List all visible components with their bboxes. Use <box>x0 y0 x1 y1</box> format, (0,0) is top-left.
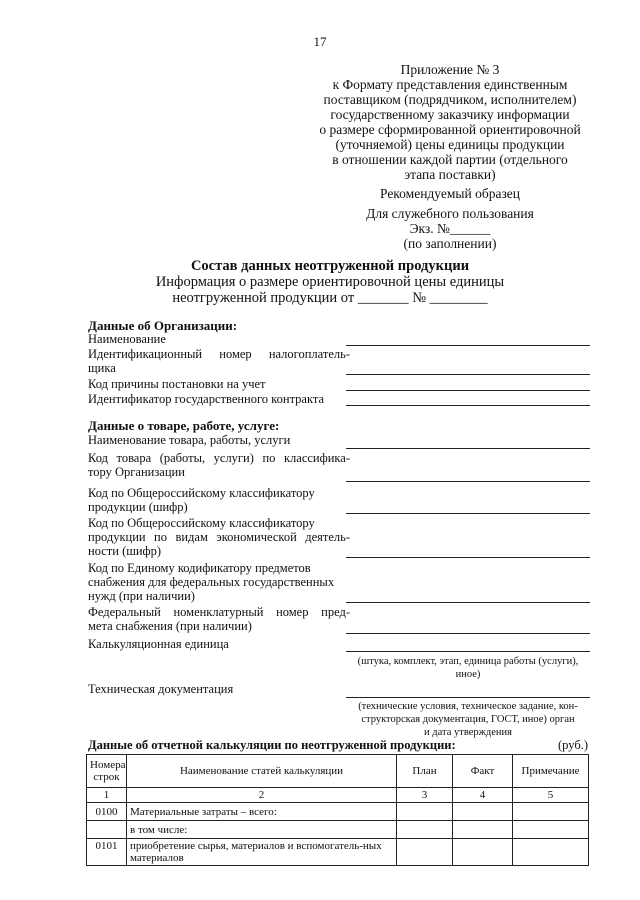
calc-unit-label: Калькуляционная единица <box>88 637 229 651</box>
col-number: 2 <box>127 788 397 803</box>
note-cell[interactable] <box>513 839 589 866</box>
col-header-plan: План <box>397 755 453 788</box>
page-number: 17 <box>313 34 327 49</box>
row-number <box>87 821 127 839</box>
okp-label-cont: продукции (шифр) <box>88 500 188 514</box>
title-bold: Состав данных неотгруженной продукции <box>190 258 470 274</box>
ekps-label: Код по Единому кодификатору предметов <box>88 561 311 575</box>
title-line: неотгруженной продукции от _______ № ________ <box>172 290 488 306</box>
okved-label-end: ности (шифр) <box>88 544 162 558</box>
contract-id-label: Идентификатор государственного контракта <box>88 392 325 406</box>
fnn-label-cont: мета снабжения (при наличии) <box>88 619 252 633</box>
fnn-field[interactable] <box>346 633 590 634</box>
okved-field[interactable] <box>346 557 590 558</box>
appendix-line: о размере сформированной ориентировочной <box>319 122 581 137</box>
fact-cell[interactable] <box>453 821 513 839</box>
calc-unit-hint <box>346 655 590 681</box>
okp-label: Код по Общероссийскому классификатору <box>88 486 315 500</box>
calc-heading-text: Данные об отчетной калькуляции по неотгруженной продукции: <box>88 738 456 752</box>
col-number: 4 <box>453 788 513 803</box>
appendix-line: к Формату представления единственным <box>332 77 568 92</box>
hint-line: (штука, комплект, этап, единица работы (услуги), <box>357 656 579 667</box>
hint-line: структорская документация, ГОСТ, иное) орган <box>361 714 575 725</box>
table-row <box>87 839 589 866</box>
header-text: Номера <box>90 759 126 771</box>
ekps-field[interactable] <box>346 602 590 603</box>
currency-unit: (руб.) <box>558 738 588 752</box>
official-use-block <box>300 206 600 251</box>
row-name: приобретение сырья, материалов и вспомогатель-ных материалов <box>127 839 397 866</box>
official-use-label: Для служебного пользования <box>366 206 534 221</box>
row-number: 0100 <box>87 803 127 821</box>
col-header-fact: Факт <box>453 755 513 788</box>
column-number-row <box>87 788 589 803</box>
calc-unit-field[interactable] <box>346 651 590 652</box>
fnn-label: Федеральный номенклатурный номер пред- <box>88 605 350 619</box>
table-header-row <box>87 755 589 788</box>
plan-cell[interactable] <box>397 821 453 839</box>
appendix-line: этапа поставки) <box>404 167 496 182</box>
appendix-line: (уточняемой) цены единицы продукции <box>335 137 565 152</box>
org-name-field[interactable] <box>346 345 590 346</box>
org-code-field[interactable] <box>346 481 590 482</box>
kpp-field[interactable] <box>346 390 590 391</box>
title-line: Информация о размере ориентировочной цены единицы <box>155 274 505 290</box>
tech-doc-hint <box>346 700 590 739</box>
inn-field[interactable] <box>346 374 590 375</box>
inn-label: Идентификационный номер налогоплатель- <box>88 347 350 361</box>
org-heading: Данные об Организации: <box>88 318 238 333</box>
calculation-table <box>86 754 589 866</box>
fact-cell[interactable] <box>453 803 513 821</box>
copy-number: Экз. №______ <box>409 221 491 236</box>
fact-cell[interactable] <box>453 839 513 866</box>
table-row <box>87 803 589 821</box>
fill-note: (по заполнении) <box>403 236 497 251</box>
tech-doc-field[interactable] <box>346 697 590 698</box>
hint-line: (технические условия, техническое задание, кон- <box>358 701 578 712</box>
okp-field[interactable] <box>346 513 590 514</box>
contract-id-field[interactable] <box>346 405 590 406</box>
plan-cell[interactable] <box>397 839 453 866</box>
appendix-line: поставщиком (подрядчиком, исполнителем) <box>323 92 577 107</box>
okved-label-cont: продукции по видам экономической деятель- <box>88 530 350 544</box>
org-code-label-cont: тору Организации <box>88 465 185 479</box>
appendix-line: государственному заказчику информации <box>330 107 570 122</box>
hint-line: и дата утверждения <box>424 727 512 738</box>
note-cell[interactable] <box>513 821 589 839</box>
org-name-label: Наименование <box>88 332 166 346</box>
col-header-note: Примечание <box>513 755 589 788</box>
inn-label-cont: щика <box>88 361 116 375</box>
row-name: Материальные затраты – всего: <box>127 803 397 821</box>
okved-label: Код по Общероссийскому классификатору <box>88 516 315 530</box>
col-header-name: Наименование статей калькуляции <box>127 755 397 788</box>
ekps-label-cont: снабжения для федеральных государственных <box>88 575 335 589</box>
row-number: 0101 <box>87 839 127 866</box>
row-name: в том числе: <box>127 821 397 839</box>
kpp-label: Код причины постановки на учет <box>88 377 266 391</box>
appendix-title: Приложение № 3 <box>400 62 500 77</box>
col-number: 1 <box>87 788 127 803</box>
header-text: строк <box>93 771 120 783</box>
calc-heading <box>88 738 588 753</box>
appendix-block <box>300 62 600 182</box>
tech-doc-label: Техническая документация <box>88 682 234 696</box>
ekps-label-end: нужд (при наличии) <box>88 589 195 603</box>
goods-name-field[interactable] <box>346 448 590 449</box>
hint-line: иное) <box>455 669 481 680</box>
col-number: 5 <box>513 788 589 803</box>
col-number: 3 <box>397 788 453 803</box>
appendix-line: в отношении каждой партии (отдельного <box>332 152 568 167</box>
goods-name-label: Наименование товара, работы, услуги <box>88 433 291 447</box>
plan-cell[interactable] <box>397 803 453 821</box>
document-title <box>80 258 580 306</box>
table-row <box>87 821 589 839</box>
col-header-number <box>87 755 127 788</box>
goods-heading: Данные о товаре, работе, услуге: <box>88 418 280 433</box>
org-code-label: Код товара (работы, услуги) по классифика- <box>88 451 350 465</box>
recommended-sample: Рекомендуемый образец <box>379 186 520 201</box>
note-cell[interactable] <box>513 803 589 821</box>
